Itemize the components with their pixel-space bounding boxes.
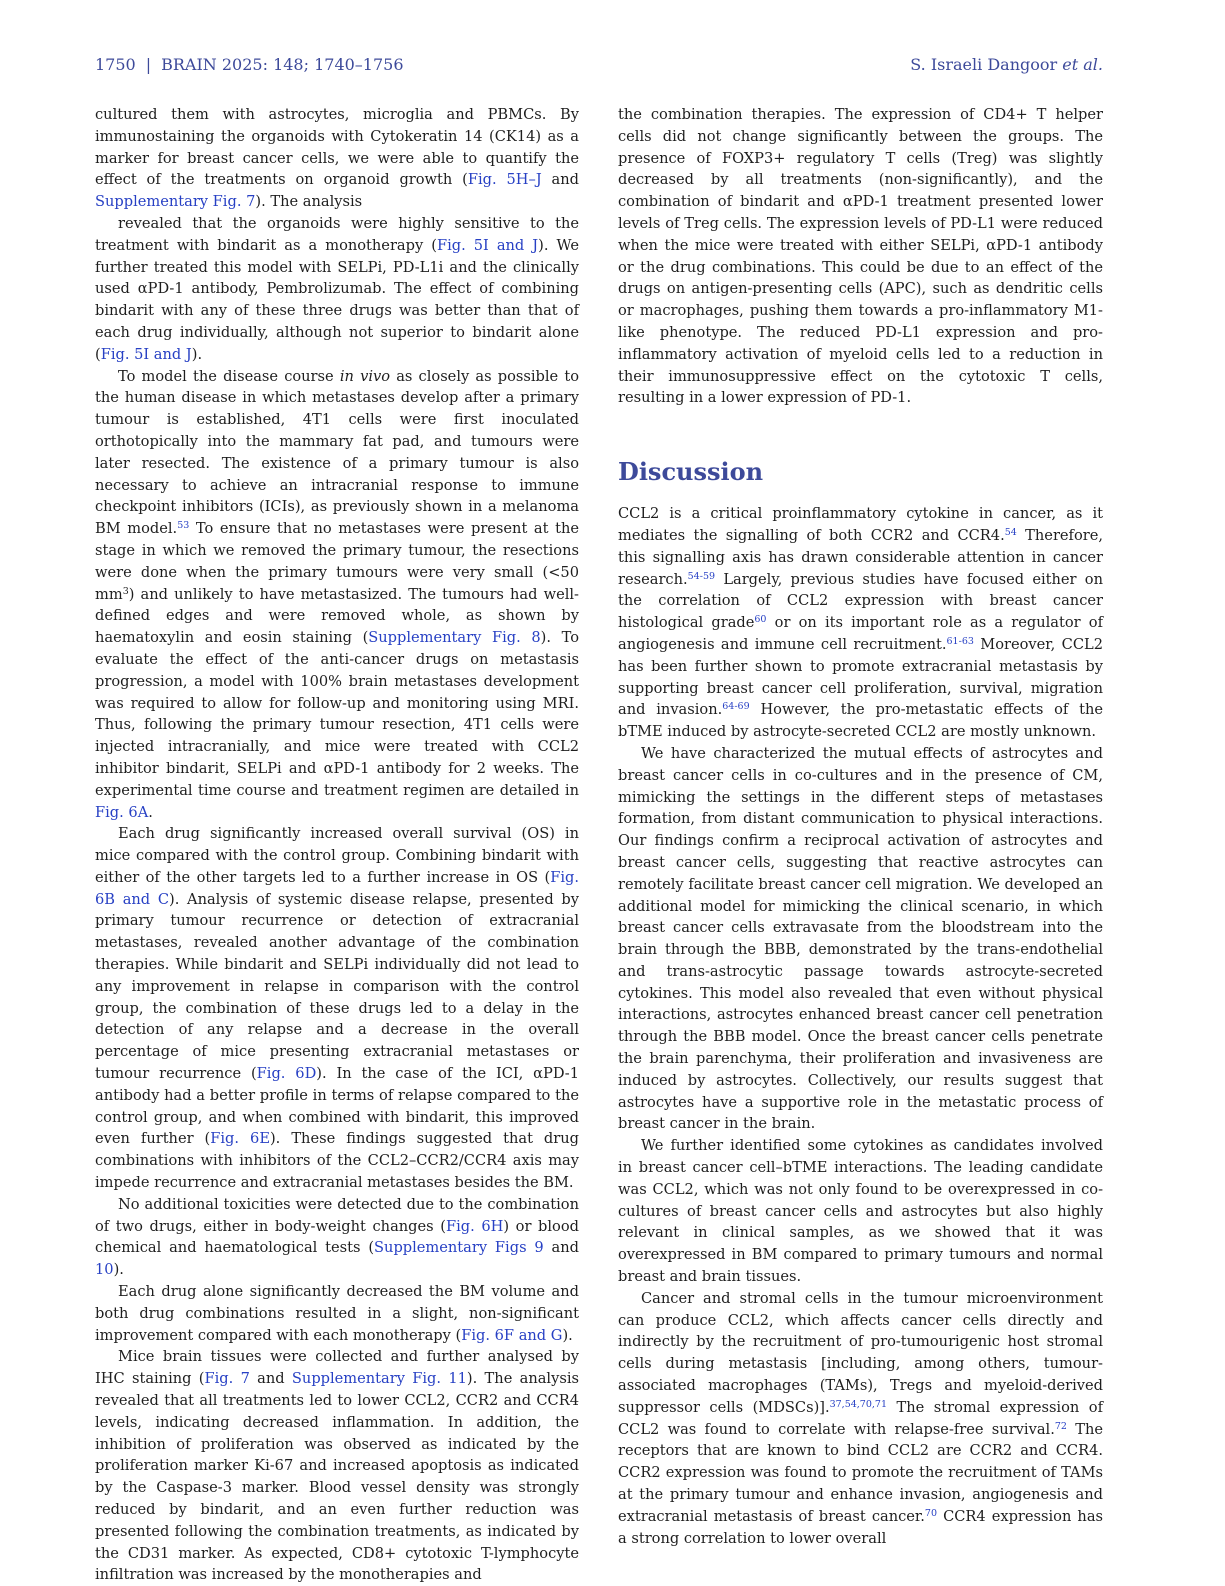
right-column [618,104,1103,1549]
header-right [910,55,1103,74]
text: To model the disease course [118,367,340,385]
text: ). These findings suggested that drug combinations with inhibitors of the CCL2–CCR2/CCR4 axis may impede recurrence and extracranial metastases besides the BM. [95,1130,579,1192]
et-al: et al. [1062,55,1103,74]
text: ). Analysis of systemic disease relapse, presented by primary tumour recurrence or detection of extracranial metastases, revealed another advantage of the combination therapies. While bindarit and SELPi individually did not lead to any improvement in relapse in comparison with the control group, the combination of these drugs led to a delay in the detection of any relapse and a decrease in the overall percentage of mice presenting extracranial metastases or tumour recurrence ( [95,890,579,1083]
text: ). [113,1261,124,1279]
text: ). The analysis [255,193,363,211]
text: Cancer and stromal cells in the tumour microenvironment can produce CCL2, which affects cancer cells directly and indirectly by the recruitment of pro-tumourigenic host stromal cells during metastasis [including, among others, tumour-associated macrophages (TAMs), Tregs and myeloid-derived suppressor cells (MDSCs)]. [618,1289,1103,1416]
header-separator: | [145,55,152,74]
supplementary-link[interactable]: Supplementary Fig. 8 [368,629,541,647]
figure-link[interactable]: Fig. 5I and J [100,345,192,363]
page-number: 1750 [95,55,136,74]
figure-link[interactable]: Fig. 7 [204,1370,250,1388]
section-heading-discussion: Discussion [618,457,764,487]
paragraph [95,1346,579,1586]
text: Largely, previous studies have focused either on the correlation of CCL2 expression with breast cancer histological grade [618,570,1103,632]
text: CCR4 expression has a strong correlation to lower overall [618,1507,1104,1547]
figure-link[interactable]: Fig. 6E [210,1130,270,1148]
italic-text: in vivo [339,367,391,385]
text: and [249,1370,292,1388]
figure-link[interactable]: Fig. 6B and C [95,868,579,908]
supplementary-link[interactable]: 10 [95,1261,114,1279]
text: and [543,1239,579,1257]
supplementary-link[interactable]: Supplementary Fig. 7 [95,193,256,211]
text: However, the pro-metastatic effects of the bTME induced by astrocyte-secreted CCL2 are mostly unknown. [618,701,1104,741]
figure-link[interactable]: Fig. 6D [256,1065,317,1083]
text: We have characterized the mutual effects of astrocytes and breast cancer cells in co-cultures and in the presence of CM, mimicking the settings in the different steps of metastases formation, from distant communication to physical interactions. Our findings confirm a reciprocal activation of astrocytes and breast cancer cells, suggesting that reactive astrocytes can remotely facilitate breast cancer cell migration. We developed an additional model for mimicking the clinical scenario, in which breast cancer cells extravasate from the bloodstream into the brain through the BBB, demonstrated by the trans-endothelial and trans-astrocytic passage towards astrocyte-secreted cytokines. This model also revealed that even without physical interactions, astrocytes enhanced breast cancer cell penetration through the BBB model. Once the breast cancer cells penetrate the brain parenchyma, their proliferation and invasiveness are induced by astrocytes. Collectively, our results suggest that astrocytes have a supportive role in the metastatic process of breast cancer in the brain. [618,744,1103,1133]
reference-citation[interactable]: 54 [1004,526,1017,538]
figure-link[interactable]: Fig. 6H [445,1217,504,1235]
reference-citation[interactable]: 53 [177,520,190,532]
reference-citation[interactable]: 64-69 [722,701,750,713]
left-column [95,104,579,1586]
paragraph [95,823,579,1194]
paragraph [95,104,579,213]
author-names: S. Israeli Dangoor [910,55,1058,74]
text: To ensure that no metastases were present at the stage in which we removed the primary tumour, the resections were done when the primary tumours were very small (<50 mm [95,520,580,603]
paragraph [618,743,1103,1135]
text: ). In the case of the ICI, αPD-1 antibody had a better profile in terms of relapse compared to the control group, and when combined with bindarit, this improved even further ( [95,1065,580,1148]
reference-citation[interactable]: 70 [924,1507,938,1519]
figure-link[interactable]: Fig. 5I and J [436,236,539,254]
text: The stromal expression of CCL2 was found to correlate with relapse-free survival. [618,1398,1103,1438]
text: ). The analysis revealed that all treatments led to lower CCL2, CCR2 and CCR4 levels, indicating decreased inflammation. In addition, the inhibition of proliferation was observed as indicated by the proliferation marker Ki-67 and increased apoptosis as indicated by the Caspase-3 marker. Blood vessel density was strongly reduced by bindarit, and an even further reduction was presented following the combination treatments, as indicated by the CD31 marker. As expected, CD8+ cytotoxic T-lymphocyte infiltration was increased by the monotherapies and [95,1370,579,1584]
paragraph [618,1288,1103,1550]
supplementary-link[interactable]: Supplementary Fig. 11 [291,1370,467,1388]
paragraph [95,1194,579,1281]
text: as closely as possible to the human disease in which metastases develop after a primary tumour is established, 4T1 cells were first inoculated orthotopically into the mammary fat pad, and tumours were later resected. The existence of a primary tumour is also necessary to achieve an intracranial response to immune checkpoint inhibitors (ICIs), as previously shown in a melanoma BM model. [95,367,579,538]
text: Therefore, this signalling axis has drawn considerable attention in cancer research. [618,526,1103,588]
paragraph [618,104,1103,409]
paragraph [95,366,579,824]
paragraph [95,213,579,366]
paragraph [618,503,1103,743]
text: Each drug significantly increased overall survival (OS) in mice compared with the control group. Combining bindarit with either of the other targets led to a further increase in OS ( [95,825,579,886]
text: revealed that the organoids were highly sensitive to the treatment with bindarit as a monotherapy ( [95,214,579,254]
text: ) or blood chemical and haematological tests ( [95,1217,579,1257]
text: cultured them with astrocytes, microglia and PBMCs. By immunostaining the organoids with Cytokeratin 14 (CK14) as a marker for breast cancer cells, we were able to quantify the effect of the treatments on organoid growth ( [95,106,579,189]
paragraph [95,1281,579,1346]
superscript-unit: 3 [122,585,129,597]
text: Moreover, CCL2 has been further shown to promote extracranial metastasis by supporting breast cancer cell proliferation, survival, migration and invasion. [618,635,1103,719]
text: . [148,803,153,821]
text: ) and unlikely to have metastasized. The tumours had well-defined edges and were removed whole, as shown by haematoxylin and eosin staining ( [95,585,579,647]
text: ). We further treated this model with SELPi, PD-L1i and the clinically used αPD-1 antibody, Pembrolizumab. The effect of combining bindarit with any of these three drugs was better than that of each drug individually, although not superior to bindarit alone ( [95,236,579,363]
text: Mice brain tissues were collected and further analysed by IHC staining ( [95,1348,579,1388]
text: No additional toxicities were detected due to the combination of two drugs, either in body-weight changes ( [95,1195,579,1235]
text: CCL2 is a critical proinflammatory cytokine in cancer, as it mediates the signalling of both CCR2 and CCR4. [618,505,1103,544]
text: We further identified some cytokines as candidates involved in breast cancer cell–bTME interactions. The leading candidate was CCL2, which was not only found to be overexpressed in co-cultures of breast cancer cells and astrocytes but also highly relevant in clinical samples, as we showed that it was overexpressed in BM compared to primary tumours and normal breast and brain tissues. [618,1137,1103,1286]
supplementary-link[interactable]: Supplementary Figs 9 [374,1239,544,1257]
text: Each drug alone significantly decreased the BM volume and both drug combinations resulted in a slight, non-significant improvement compared with each monotherapy ( [95,1283,579,1344]
text: or on its important role as a regulator of angiogenesis and immune cell recruitment. [618,614,1103,653]
figure-link[interactable]: Fig. 6F and G [461,1326,563,1344]
text: ). [191,345,203,363]
paragraph [618,1135,1103,1288]
text: ). [562,1326,573,1344]
text: The receptors that are known to bind CCL2 are CCR2 and CCR4. CCR2 expression was found to promote the recruitment of TAMs at the primary tumour and enhance invasion, angiogenesis and extracranial metastasis of breast cancer. [618,1420,1103,1525]
text: ). To evaluate the effect of the anti-cancer drugs on metastasis progression, a model with 100% brain metastases development was required to allow for follow-up and monitoring using MRI. Thus, following the primary tumour resection, 4T1 cells were injected intracranially, and mice were treated with CCL2 inhibitor bindarit, SELPi and αPD-1 antibody for 2 weeks. The experimental time course and treatment regimen are detailed in [95,629,579,799]
text: and [541,171,579,189]
running-header [95,55,1103,79]
reference-citation[interactable]: 54-59 [687,570,716,582]
reference-citation[interactable]: 72 [1054,1420,1067,1432]
reference-citation[interactable]: 37,54,70,71 [829,1398,888,1410]
figure-link[interactable]: Fig. 5H–J [467,171,542,189]
text: the combination therapies. The expression of CD4+ T helper cells did not change significantly between the groups. The presence of FOXP3+ regulatory T cells (Treg) was slightly decreased by all treatments (non-significantly), and the combination of bindarit and αPD-1 treatment presented lower levels of Treg cells. The expression levels of PD-L1 were reduced when the mice were treated with either SELPi, αPD-1 antibody or the drug combinations. This could be due to an effect of the drugs on antigen-presenting cells (APC), such as dendritic cells or macrophages, pushing them towards a pro-inflammatory M1-like phenotype. The reduced PD-L1 expression and pro-inflammatory activation of myeloid cells led to a reduction in their immunosuppressive effect on the cytotoxic T cells, resulting in a lower expression of PD-1. [618,106,1103,407]
header-left [95,55,404,74]
figure-link[interactable]: Fig. 6A [95,803,149,821]
reference-citation[interactable]: 60 [754,614,767,626]
reference-citation[interactable]: 61-63 [946,635,974,647]
journal-citation: BRAIN 2025: 148; 1740–1756 [161,55,404,74]
